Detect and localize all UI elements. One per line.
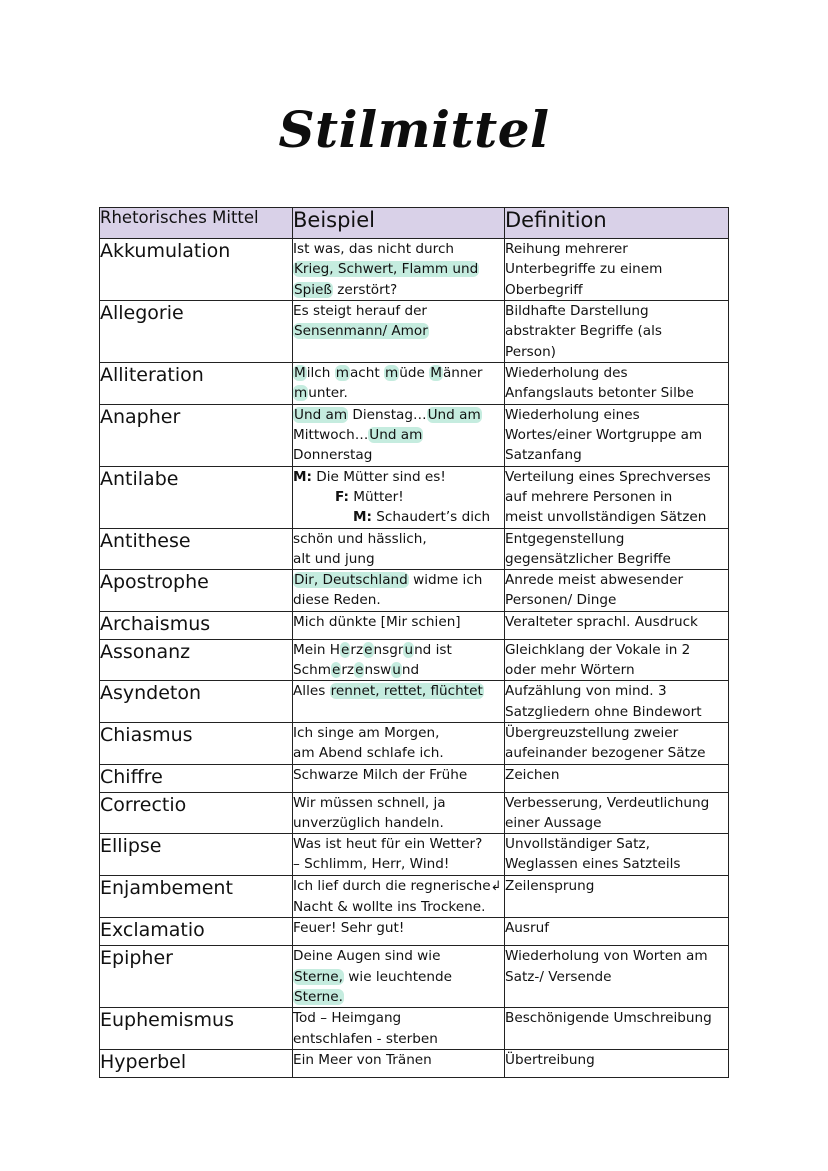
example-line: am Abend schlafe ich. xyxy=(293,745,444,762)
definition-cell xyxy=(505,363,729,405)
term-cell: Hyperbel xyxy=(100,1049,293,1077)
example-line: Wir müssen schnell, ja xyxy=(293,794,446,811)
definition-cell: Zeilensprung xyxy=(505,875,729,918)
highlight: rennet, rettet, flüchtet xyxy=(330,683,483,700)
example-line: Tod – Heimgang xyxy=(293,1010,402,1027)
definition-cell xyxy=(505,834,729,876)
highlight: Sensenmann/ Amor xyxy=(294,323,428,340)
example-text: widme ich xyxy=(408,572,483,589)
example-line: alt und jung xyxy=(293,550,375,567)
table-row xyxy=(100,466,729,528)
example-cell xyxy=(293,404,505,466)
example-text: rz xyxy=(341,662,355,679)
example-text: nd xyxy=(401,662,420,679)
example-text: nd ist xyxy=(414,641,452,658)
example-text: Mittwoch… xyxy=(293,426,369,443)
example-text: Dienstag… xyxy=(348,406,427,423)
definition-cell xyxy=(505,301,729,363)
example-text: zerstört? xyxy=(337,281,398,298)
table-row xyxy=(100,1008,729,1050)
highlight: e xyxy=(341,641,350,658)
example-cell xyxy=(293,363,505,405)
definition-cell: Übertreibung xyxy=(505,1049,729,1077)
highlight: M xyxy=(430,365,442,381)
speaker-label: M: xyxy=(293,468,312,485)
definition-line: oder mehr Wörtern xyxy=(505,662,635,679)
term-cell: Enjambement xyxy=(100,875,293,918)
definition-line: Satz-/ Versende xyxy=(505,968,612,985)
highlight: m xyxy=(385,365,399,381)
example-cell: Schwarze Milch der Frühe xyxy=(293,764,505,792)
curved-arrow-icon: ↲ xyxy=(490,878,502,894)
definition-cell xyxy=(505,946,729,1008)
example-cell xyxy=(293,301,505,363)
table-row xyxy=(100,404,729,466)
page-title: Stilmittel xyxy=(278,100,550,159)
example-cell xyxy=(293,1008,505,1050)
definition-line: Anrede meist abwesender xyxy=(505,572,684,589)
highlight: u xyxy=(392,662,401,679)
highlight: Sterne. xyxy=(294,988,343,1005)
definition-cell xyxy=(505,239,729,301)
term-cell: Antithese xyxy=(100,528,293,570)
term-cell: Antilabe xyxy=(100,466,293,528)
example-cell xyxy=(293,466,505,528)
definition-cell xyxy=(505,722,729,764)
example-cell xyxy=(293,722,505,764)
definition-line: Wiederholung eines xyxy=(505,406,640,423)
example-line: Ich singe am Morgen, xyxy=(293,724,440,741)
example-cell: Feuer! Sehr gut! xyxy=(293,918,505,946)
example-text: wie leuchtende xyxy=(343,968,453,985)
table-row xyxy=(100,528,729,570)
definition-cell xyxy=(505,681,729,723)
definition-cell: Ausruf xyxy=(505,918,729,946)
definition-line: Wiederholung von Worten am xyxy=(505,948,708,965)
definition-line: Verbesserung, Verdeutlichung xyxy=(505,794,710,811)
table-row xyxy=(100,570,729,612)
highlight: m xyxy=(335,365,349,381)
highlight: e xyxy=(331,662,341,679)
definition-cell xyxy=(505,792,729,834)
term-cell: Correctio xyxy=(100,792,293,834)
example-line: Ist was, das nicht durch xyxy=(293,241,455,257)
term-cell: Ellipse xyxy=(100,834,293,876)
example-cell xyxy=(293,681,505,723)
example-text: nsgr xyxy=(373,641,404,658)
highlight: m xyxy=(294,385,308,402)
speaker-label: M: xyxy=(353,509,372,526)
example-text: Schaudert’s dich xyxy=(371,509,491,526)
table-row xyxy=(100,834,729,876)
definition-line: Personen/ Dinge xyxy=(505,592,617,609)
table-row xyxy=(100,239,729,301)
definition-cell: Zeichen xyxy=(505,764,729,792)
definition-line: aufeinander bezogener Sätze xyxy=(505,745,706,762)
definition-line: Entgegenstellung xyxy=(505,530,625,547)
example-text: Alles xyxy=(293,683,330,700)
example-line: Es steigt herauf der xyxy=(293,303,428,319)
highlight: Und am xyxy=(427,406,481,423)
term-cell: Anapher xyxy=(100,404,293,466)
example-cell xyxy=(293,834,505,876)
term-cell: Assonanz xyxy=(100,639,293,681)
example-cell xyxy=(293,528,505,570)
definition-line: Anfangslauts betonter Silbe xyxy=(505,385,694,402)
example-text: Mütter! xyxy=(348,488,404,505)
definition-line: meist unvollständigen Sätzen xyxy=(505,509,707,526)
example-line: Nacht & wollte ins Trockene. xyxy=(293,899,486,916)
example-cell xyxy=(293,570,505,612)
example-text: Mein H xyxy=(293,641,341,658)
highlight: Krieg, Schwert, Flamm und xyxy=(294,261,479,278)
highlight: Dir, Deutschland xyxy=(294,572,408,589)
table-row xyxy=(100,639,729,681)
definition-cell: Veralteter sprachl. Ausdruck xyxy=(505,611,729,639)
highlight: Und am xyxy=(369,426,423,443)
example-text: rz xyxy=(350,641,364,658)
definition-line: abstrakter Begriffe (als xyxy=(505,323,662,340)
table-row xyxy=(100,611,729,639)
example-text: Schm xyxy=(293,662,331,679)
term-cell: Euphemismus xyxy=(100,1008,293,1050)
term-cell: Chiffre xyxy=(100,764,293,792)
example-cell: Ein Meer von Tränen xyxy=(293,1049,505,1077)
term-cell: Asyndeton xyxy=(100,681,293,723)
highlight: e xyxy=(355,662,364,679)
definition-cell xyxy=(505,404,729,466)
example-text: änner xyxy=(442,365,483,381)
example-line: unverzüglich handeln. xyxy=(293,814,444,831)
definition-line: Unvollständiger Satz, xyxy=(505,836,650,853)
example-line: – Schlimm, Herr, Wind! xyxy=(293,856,450,873)
header-beispiel: Beispiel xyxy=(293,208,505,239)
example-cell xyxy=(293,239,505,301)
highlight: Spieß xyxy=(294,281,332,298)
table-row xyxy=(100,875,729,918)
definition-line: auf mehrere Personen in xyxy=(505,488,673,505)
example-text: Die Mütter sind es! xyxy=(311,468,446,485)
example-text: acht xyxy=(349,365,385,381)
table-row xyxy=(100,764,729,792)
definition-line: Gleichklang der Vokale in 2 xyxy=(505,641,691,658)
definition-line: Unterbegriffe zu einem xyxy=(505,261,663,278)
example-line: Deine Augen sind wie xyxy=(293,948,441,965)
highlight: Und am xyxy=(294,406,348,423)
term-cell: Exclamatio xyxy=(100,918,293,946)
definition-line: Bildhafte Darstellung xyxy=(505,303,649,319)
definition-cell xyxy=(505,466,729,528)
definition-line: Oberbegriff xyxy=(505,281,583,298)
definition-line: Übergreuzstellung zweier xyxy=(505,724,679,741)
example-text: unter. xyxy=(308,385,348,402)
speaker-label: F: xyxy=(335,488,349,505)
example-cell xyxy=(293,792,505,834)
highlight: M xyxy=(294,365,306,381)
definition-line: Satzgliedern ohne Bindewort xyxy=(505,703,702,720)
definition-line: gegensätzlicher Begriffe xyxy=(505,550,671,567)
example-line: diese Reden. xyxy=(293,592,381,609)
table-row xyxy=(100,681,729,723)
term-cell: Apostrophe xyxy=(100,570,293,612)
example-text: nsw xyxy=(364,662,392,679)
example-cell: Mich dünkte [Mir schien] xyxy=(293,611,505,639)
term-cell: Chiasmus xyxy=(100,722,293,764)
example-text: ilch xyxy=(306,365,335,381)
table-row xyxy=(100,918,729,946)
table-row xyxy=(100,1049,729,1077)
definition-cell: Beschönigende Umschreibung xyxy=(505,1008,729,1050)
definition-line: Wortes/einer Wortgruppe am xyxy=(505,426,703,443)
definition-cell xyxy=(505,639,729,681)
definition-cell xyxy=(505,528,729,570)
table-row xyxy=(100,301,729,363)
term-cell: Epipher xyxy=(100,946,293,1008)
example-line: schön und hässlich, xyxy=(293,530,427,547)
definition-line: Satzanfang xyxy=(505,447,582,464)
definition-line: Wiederholung des xyxy=(505,365,628,381)
example-text: üde xyxy=(399,365,430,381)
stilmittel-table xyxy=(99,207,729,1078)
example-line: Donnerstag xyxy=(293,447,373,464)
highlight: u xyxy=(404,641,414,658)
definition-line: Verteilung eines Sprechverses xyxy=(505,468,711,485)
example-line: entschlafen - sterben xyxy=(293,1030,438,1047)
definition-line: Weglassen eines Satzteils xyxy=(505,856,681,873)
table-row xyxy=(100,363,729,405)
term-cell: Allegorie xyxy=(100,301,293,363)
example-cell xyxy=(293,946,505,1008)
example-line: Was ist heut für ein Wetter? xyxy=(293,836,483,853)
highlight: e xyxy=(364,641,373,658)
definition-line: einer Aussage xyxy=(505,814,602,831)
term-cell: Archaismus xyxy=(100,611,293,639)
definition-line: Person) xyxy=(505,343,556,360)
table-row xyxy=(100,722,729,764)
term-cell: Akkumulation xyxy=(100,239,293,301)
example-cell xyxy=(293,639,505,681)
term-cell: Alliteration xyxy=(100,363,293,405)
highlight: Sterne, xyxy=(294,968,343,985)
example-cell xyxy=(293,875,505,918)
table-row xyxy=(100,792,729,834)
definition-cell xyxy=(505,570,729,612)
definition-line: Reihung mehrerer xyxy=(505,241,628,257)
table-row xyxy=(100,946,729,1008)
header-definition: Definition xyxy=(505,208,729,239)
definition-line: Aufzählung von mind. 3 xyxy=(505,683,667,700)
example-text: Ich lief durch die regnerische xyxy=(293,877,491,894)
header-rhetorisches-mittel: Rhetorisches Mittel xyxy=(100,208,293,239)
table-header-row xyxy=(100,208,729,239)
